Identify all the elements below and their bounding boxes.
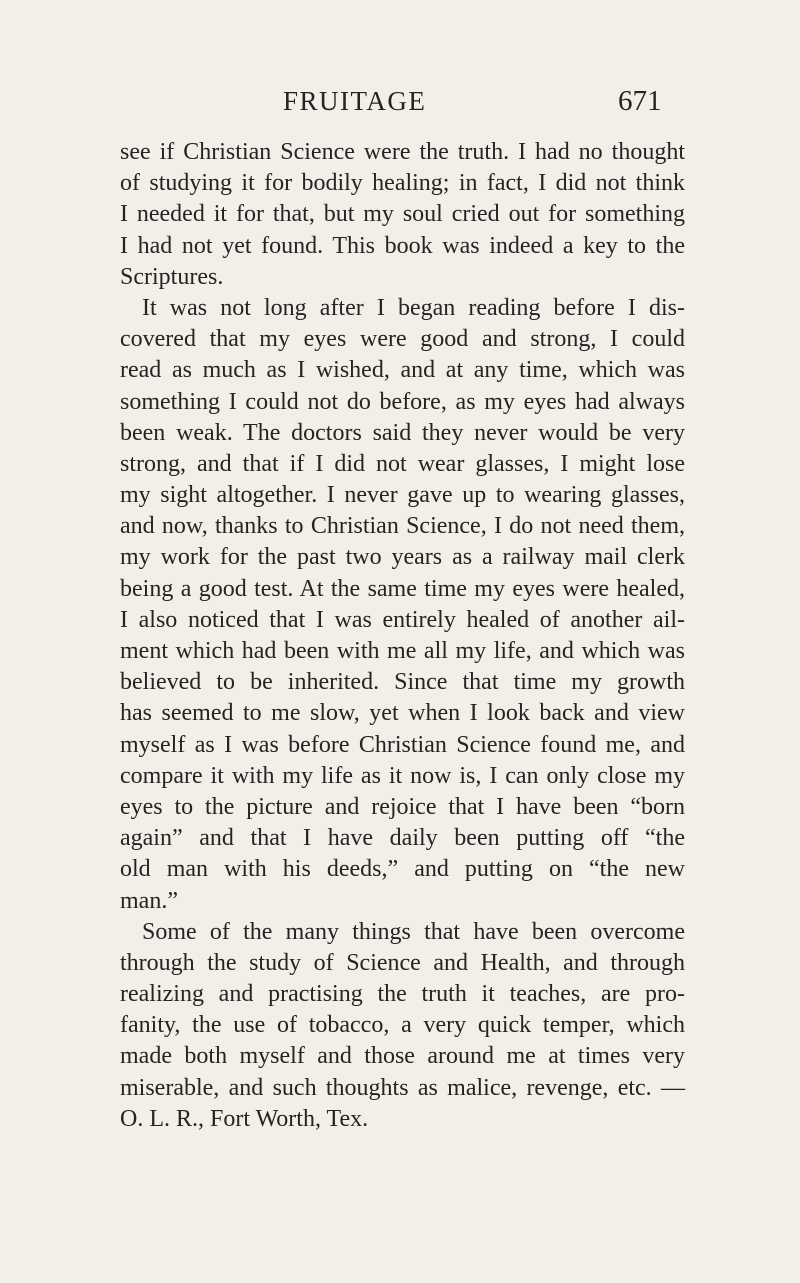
text-line: again” and that I have daily been putting off “the (120, 825, 685, 852)
text-line: been weak. The doctors said they never would be very (120, 419, 685, 446)
text-line: of studying it for bodily healing; in fact, I did not think (120, 170, 685, 197)
text-line: miserable, and such thoughts as malice, revenge, etc. — (120, 1074, 685, 1101)
paragraph-first-line: It was not long after I began reading before I dis- (142, 294, 685, 321)
text-line: I also noticed that I was entirely healed of another ail- (120, 606, 685, 633)
running-title: FRUITAGE (283, 86, 427, 116)
signature-line: O. L. R., Fort Worth, Tex. (120, 1105, 369, 1132)
text-line: and now, thanks to Christian Science, I do not need them, (120, 513, 685, 540)
text-line: through the study of Science and Health, and through (120, 949, 685, 976)
text-line: compare it with my life as it now is, I can only close my (120, 762, 685, 789)
text-line: something I could not do before, as my eyes had always (120, 388, 685, 415)
text-line: myself as I was before Christian Science found me, and (120, 731, 685, 758)
text-line: strong, and that if I did not wear glasses, I might lose (120, 450, 685, 477)
text-line: being a good test. At the same time my eyes were healed, (120, 575, 685, 602)
text-line: Scriptures. (120, 263, 224, 290)
text-line: fanity, the use of tobacco, a very quick temper, which (120, 1012, 685, 1039)
text-line: eyes to the picture and rejoice that I have been “born (120, 793, 685, 820)
text-line: read as much as I wished, and at any time, which was (120, 357, 685, 384)
text-line: man.” (120, 887, 178, 914)
text-line: old man with his deeds,” and putting on “the new (120, 856, 685, 883)
paragraph-first-line: Some of the many things that have been overcome (142, 918, 685, 945)
text-line: see if Christian Science were the truth. I had no thought (120, 139, 685, 165)
text-line: my work for the past two years as a railway mail clerk (120, 544, 685, 571)
page-number: 671 (618, 85, 662, 117)
text-line: made both myself and those around me at times very (120, 1043, 685, 1070)
body-text (120, 137, 685, 1135)
text-line: I needed it for that, but my soul cried out for something (120, 201, 685, 228)
text-line: ment which had been with me all my life, and which was (120, 638, 685, 664)
text-line: my sight altogether. I never gave up to wearing glasses, (120, 482, 685, 509)
running-head (0, 86, 800, 126)
text-line: covered that my eyes were good and strong, I could (120, 326, 685, 353)
text-line: I had not yet found. This book was indeed a key to the (120, 232, 685, 259)
text-line: has seemed to me slow, yet when I look back and view (120, 700, 685, 727)
text-line: believed to be inherited. Since that time my growth (120, 669, 685, 696)
text-line: realizing and practising the truth it teaches, are pro- (120, 981, 685, 1008)
